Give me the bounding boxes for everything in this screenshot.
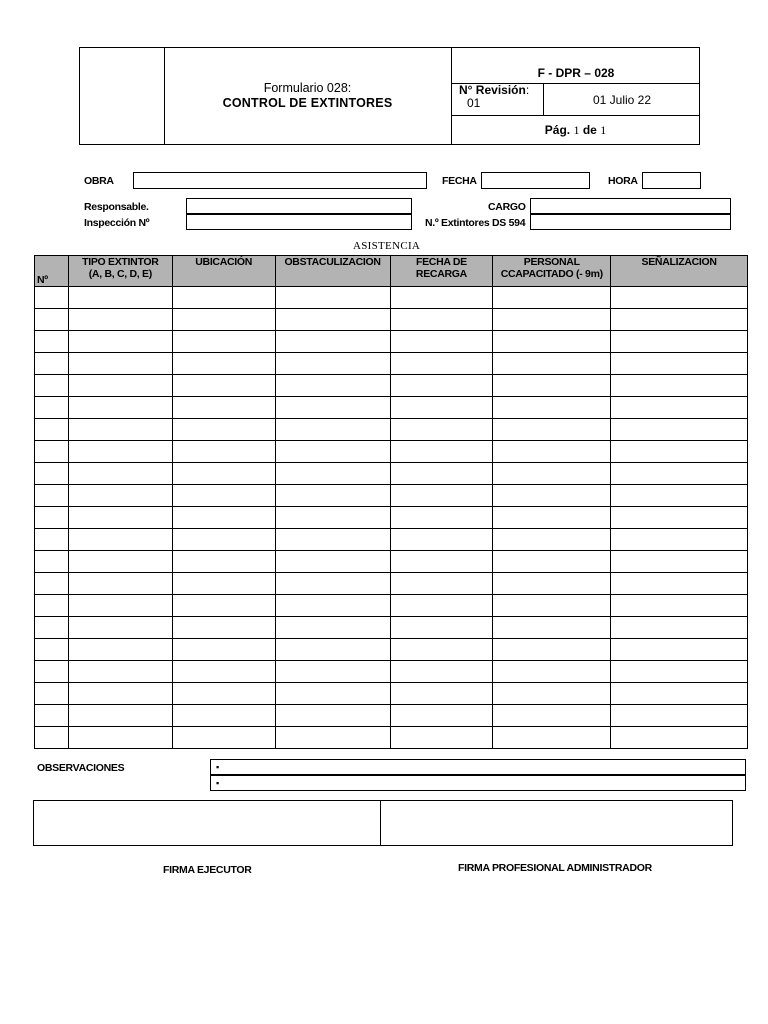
firma-administrador-label: FIRMA PROFESIONAL ADMINISTRADOR bbox=[458, 862, 652, 874]
table-row bbox=[35, 595, 748, 617]
title-cell bbox=[164, 48, 452, 144]
table-cell[interactable] bbox=[35, 683, 69, 705]
obra-label: OBRA bbox=[84, 175, 114, 187]
col-header-text: RECARGA bbox=[415, 268, 467, 280]
table-cell[interactable] bbox=[611, 485, 748, 507]
table-cell[interactable] bbox=[172, 353, 275, 375]
form-title: CONTROL DE EXTINTORES bbox=[222, 96, 393, 110]
table-cell[interactable] bbox=[68, 375, 172, 397]
table-cell[interactable] bbox=[275, 551, 390, 573]
table-cell[interactable] bbox=[35, 727, 69, 749]
table-cell[interactable] bbox=[611, 375, 748, 397]
table-cell[interactable] bbox=[390, 397, 493, 419]
table-cell[interactable] bbox=[493, 617, 611, 639]
table-cell[interactable] bbox=[611, 617, 748, 639]
table-row bbox=[35, 639, 748, 661]
table-cell[interactable] bbox=[35, 441, 69, 463]
table-cell[interactable] bbox=[493, 353, 611, 375]
table-cell[interactable] bbox=[390, 705, 493, 727]
table-cell[interactable] bbox=[172, 529, 275, 551]
table-cell[interactable] bbox=[35, 485, 69, 507]
table-cell[interactable] bbox=[390, 441, 493, 463]
table-cell[interactable] bbox=[493, 485, 611, 507]
col-header-text: (A, B, C, D, E) bbox=[88, 268, 152, 280]
table-cell[interactable] bbox=[172, 309, 275, 331]
table-cell[interactable] bbox=[35, 287, 69, 309]
col-header-text: CCAPACITADO (- 9m) bbox=[500, 268, 603, 280]
table-cell[interactable] bbox=[35, 375, 69, 397]
table-cell[interactable] bbox=[172, 551, 275, 573]
col-header-tipo bbox=[68, 256, 172, 287]
table-cell[interactable] bbox=[390, 639, 493, 661]
responsable-field[interactable] bbox=[186, 198, 412, 214]
revision-value: 01 bbox=[467, 96, 481, 110]
table-row bbox=[35, 441, 748, 463]
table-cell[interactable] bbox=[390, 551, 493, 573]
table-cell[interactable] bbox=[35, 573, 69, 595]
table-cell[interactable] bbox=[390, 573, 493, 595]
table-cell[interactable] bbox=[275, 595, 390, 617]
table-cell[interactable] bbox=[493, 397, 611, 419]
table-row bbox=[35, 397, 748, 419]
form-number: Formulario 028: bbox=[263, 81, 352, 95]
table-cell[interactable] bbox=[172, 727, 275, 749]
table-cell[interactable] bbox=[611, 529, 748, 551]
table-row bbox=[35, 309, 748, 331]
col-header-senalizacion bbox=[611, 256, 748, 287]
table-cell[interactable] bbox=[172, 639, 275, 661]
table-cell[interactable] bbox=[172, 441, 275, 463]
table-cell[interactable] bbox=[611, 309, 748, 331]
table-cell[interactable] bbox=[275, 309, 390, 331]
table-row bbox=[35, 705, 748, 727]
table-cell[interactable] bbox=[35, 705, 69, 727]
extintores-label: N.º Extintores DS 594 bbox=[425, 217, 526, 229]
table-cell[interactable] bbox=[68, 287, 172, 309]
inspeccion-field[interactable] bbox=[186, 214, 412, 230]
table-cell[interactable] bbox=[35, 595, 69, 617]
table-cell[interactable] bbox=[35, 661, 69, 683]
table-cell[interactable] bbox=[35, 463, 69, 485]
observaciones-label: OBSERVACIONES bbox=[37, 762, 125, 774]
table-cell[interactable] bbox=[68, 639, 172, 661]
table-cell[interactable] bbox=[275, 507, 390, 529]
table-cell[interactable] bbox=[611, 551, 748, 573]
table-cell[interactable] bbox=[275, 419, 390, 441]
table-cell[interactable] bbox=[275, 375, 390, 397]
table-cell[interactable] bbox=[68, 507, 172, 529]
table-cell[interactable] bbox=[611, 573, 748, 595]
col-header-obstaculizacion bbox=[275, 256, 390, 287]
table-cell[interactable] bbox=[493, 441, 611, 463]
table-cell[interactable] bbox=[611, 595, 748, 617]
table-cell[interactable] bbox=[390, 375, 493, 397]
divider bbox=[380, 801, 381, 845]
table-cell[interactable] bbox=[611, 463, 748, 485]
table-cell[interactable] bbox=[390, 727, 493, 749]
table-cell[interactable] bbox=[390, 661, 493, 683]
table-cell[interactable] bbox=[493, 375, 611, 397]
table-cell[interactable] bbox=[35, 353, 69, 375]
responsable-label: Responsable. bbox=[84, 201, 149, 213]
table-cell[interactable] bbox=[493, 507, 611, 529]
table-cell[interactable] bbox=[493, 727, 611, 749]
table-cell[interactable] bbox=[390, 309, 493, 331]
table-cell[interactable] bbox=[172, 331, 275, 353]
table-cell[interactable] bbox=[172, 617, 275, 639]
table-cell[interactable] bbox=[493, 705, 611, 727]
table-cell[interactable] bbox=[611, 353, 748, 375]
table-cell[interactable] bbox=[35, 529, 69, 551]
revision-label bbox=[459, 84, 529, 110]
table-row bbox=[35, 617, 748, 639]
table-cell[interactable] bbox=[275, 331, 390, 353]
table-cell[interactable] bbox=[68, 727, 172, 749]
table-cell[interactable] bbox=[68, 705, 172, 727]
table-cell[interactable] bbox=[68, 419, 172, 441]
table-cell[interactable] bbox=[275, 705, 390, 727]
table-cell[interactable] bbox=[35, 507, 69, 529]
page-total: 1 bbox=[600, 122, 607, 137]
table-cell[interactable] bbox=[275, 617, 390, 639]
table-cell[interactable] bbox=[35, 419, 69, 441]
table-row bbox=[35, 529, 748, 551]
table-cell[interactable] bbox=[35, 617, 69, 639]
table-cell[interactable] bbox=[275, 683, 390, 705]
col-header-text: UBICACIÓN bbox=[195, 256, 253, 268]
table-cell[interactable] bbox=[611, 507, 748, 529]
table-cell[interactable] bbox=[493, 287, 611, 309]
table-cell[interactable] bbox=[611, 287, 748, 309]
page-of: de bbox=[582, 123, 597, 137]
table-cell[interactable] bbox=[275, 529, 390, 551]
table-cell[interactable] bbox=[275, 353, 390, 375]
table-cell[interactable] bbox=[35, 551, 69, 573]
table-cell[interactable] bbox=[493, 573, 611, 595]
table-cell[interactable] bbox=[68, 463, 172, 485]
table-cell[interactable] bbox=[68, 397, 172, 419]
table-cell[interactable] bbox=[493, 661, 611, 683]
table-cell[interactable] bbox=[68, 551, 172, 573]
table-cell[interactable] bbox=[611, 661, 748, 683]
table-cell[interactable] bbox=[172, 419, 275, 441]
firma-ejecutor-label: FIRMA EJECUTOR bbox=[163, 864, 252, 876]
revision-label-text: N° Revisión bbox=[459, 83, 526, 97]
revision-date: 01 Julio 22 bbox=[592, 92, 652, 107]
table-cell[interactable] bbox=[172, 485, 275, 507]
table-cell[interactable] bbox=[493, 331, 611, 353]
revision-colon: : bbox=[525, 83, 530, 97]
table-row bbox=[35, 419, 748, 441]
table-cell[interactable] bbox=[35, 639, 69, 661]
doc-code: F - DPR – 028 bbox=[537, 66, 615, 80]
table-cell[interactable] bbox=[275, 573, 390, 595]
table-cell[interactable] bbox=[390, 463, 493, 485]
table-row bbox=[35, 287, 748, 309]
table-cell[interactable] bbox=[172, 463, 275, 485]
table-cell[interactable] bbox=[390, 507, 493, 529]
table-row bbox=[35, 331, 748, 353]
table-cell[interactable] bbox=[68, 485, 172, 507]
logo-cell bbox=[80, 48, 165, 144]
table-cell[interactable] bbox=[68, 573, 172, 595]
table-cell[interactable] bbox=[172, 397, 275, 419]
table-row bbox=[35, 375, 748, 397]
table-cell[interactable] bbox=[275, 661, 390, 683]
table-cell[interactable] bbox=[275, 485, 390, 507]
table-cell[interactable] bbox=[390, 529, 493, 551]
table-cell[interactable] bbox=[68, 661, 172, 683]
table-cell[interactable] bbox=[172, 661, 275, 683]
table-cell[interactable] bbox=[275, 727, 390, 749]
table-cell[interactable] bbox=[172, 683, 275, 705]
table-cell[interactable] bbox=[390, 353, 493, 375]
table-cell[interactable] bbox=[611, 683, 748, 705]
table-row bbox=[35, 353, 748, 375]
table-cell[interactable] bbox=[172, 595, 275, 617]
table-cell[interactable] bbox=[68, 529, 172, 551]
table-cell[interactable] bbox=[611, 727, 748, 749]
observacion-field-1[interactable]: ▪ bbox=[210, 759, 746, 775]
table-cell[interactable] bbox=[68, 595, 172, 617]
table-cell[interactable] bbox=[275, 441, 390, 463]
cargo-label: CARGO bbox=[488, 201, 526, 213]
table-cell[interactable] bbox=[611, 639, 748, 661]
table-cell[interactable] bbox=[390, 617, 493, 639]
observacion-field-2[interactable]: ▪ bbox=[210, 775, 746, 791]
table-cell[interactable] bbox=[390, 331, 493, 353]
table-row bbox=[35, 507, 748, 529]
section-title: ASISTENCIA bbox=[353, 240, 421, 252]
col-header-text: FECHA DE bbox=[415, 256, 467, 268]
table-cell[interactable] bbox=[172, 507, 275, 529]
hora-field[interactable] bbox=[642, 172, 701, 189]
table-cell[interactable] bbox=[275, 639, 390, 661]
table-cell[interactable] bbox=[493, 463, 611, 485]
table-cell[interactable] bbox=[172, 573, 275, 595]
fecha-label: FECHA bbox=[442, 175, 477, 187]
table-cell[interactable] bbox=[493, 683, 611, 705]
inspeccion-label: Inspección Nº bbox=[84, 217, 150, 229]
page-current: 1 bbox=[573, 122, 580, 137]
col-header-numero bbox=[35, 256, 69, 287]
signature-box bbox=[33, 800, 733, 846]
table-cell[interactable] bbox=[611, 397, 748, 419]
table-row bbox=[35, 683, 748, 705]
table-header-row bbox=[35, 256, 748, 287]
col-header-text: Nº bbox=[37, 274, 48, 286]
page-prefix: Pág. bbox=[544, 123, 571, 137]
table-row bbox=[35, 727, 748, 749]
table-cell[interactable] bbox=[390, 485, 493, 507]
col-header-fecha-recarga bbox=[390, 256, 493, 287]
col-header-text: SEÑALIZACION bbox=[641, 256, 717, 268]
table-cell[interactable] bbox=[493, 595, 611, 617]
page-indicator bbox=[451, 116, 700, 144]
table-cell[interactable] bbox=[35, 309, 69, 331]
hora-label: HORA bbox=[608, 175, 638, 187]
table-row bbox=[35, 551, 748, 573]
table-cell[interactable] bbox=[390, 683, 493, 705]
table-cell[interactable] bbox=[493, 551, 611, 573]
col-header-text: PERSONAL bbox=[523, 256, 580, 268]
col-header-text: TIPO EXTINTOR bbox=[82, 256, 159, 268]
table-cell[interactable] bbox=[493, 309, 611, 331]
table-cell[interactable] bbox=[390, 287, 493, 309]
obra-field[interactable] bbox=[133, 172, 427, 189]
table-cell[interactable] bbox=[68, 353, 172, 375]
table-cell[interactable] bbox=[611, 419, 748, 441]
table-cell[interactable] bbox=[611, 331, 748, 353]
table-cell[interactable] bbox=[390, 595, 493, 617]
table-cell[interactable] bbox=[390, 419, 493, 441]
extintores-field[interactable] bbox=[530, 214, 731, 230]
table-cell[interactable] bbox=[35, 397, 69, 419]
table-cell[interactable] bbox=[493, 529, 611, 551]
table-cell[interactable] bbox=[35, 331, 69, 353]
table-cell[interactable] bbox=[275, 397, 390, 419]
table-cell[interactable] bbox=[68, 309, 172, 331]
table-cell[interactable] bbox=[68, 617, 172, 639]
col-header-ubicacion bbox=[172, 256, 275, 287]
table-cell[interactable] bbox=[172, 287, 275, 309]
table-row bbox=[35, 661, 748, 683]
table-cell[interactable] bbox=[493, 419, 611, 441]
table-row bbox=[35, 485, 748, 507]
table-cell[interactable] bbox=[172, 705, 275, 727]
table-cell[interactable] bbox=[68, 683, 172, 705]
table-cell[interactable] bbox=[68, 441, 172, 463]
col-header-personal bbox=[493, 256, 611, 287]
table-cell[interactable] bbox=[611, 705, 748, 727]
cargo-field[interactable] bbox=[530, 198, 731, 214]
table-row bbox=[35, 573, 748, 595]
fecha-field[interactable] bbox=[481, 172, 590, 189]
table-cell[interactable] bbox=[68, 331, 172, 353]
table-cell[interactable] bbox=[611, 441, 748, 463]
table-cell[interactable] bbox=[275, 287, 390, 309]
table-cell[interactable] bbox=[275, 463, 390, 485]
table-cell[interactable] bbox=[172, 375, 275, 397]
form-header bbox=[79, 47, 700, 145]
extintores-table bbox=[34, 255, 748, 749]
table-cell[interactable] bbox=[493, 639, 611, 661]
table-row bbox=[35, 463, 748, 485]
col-header-text: OBSTACULIZACION bbox=[284, 256, 381, 268]
